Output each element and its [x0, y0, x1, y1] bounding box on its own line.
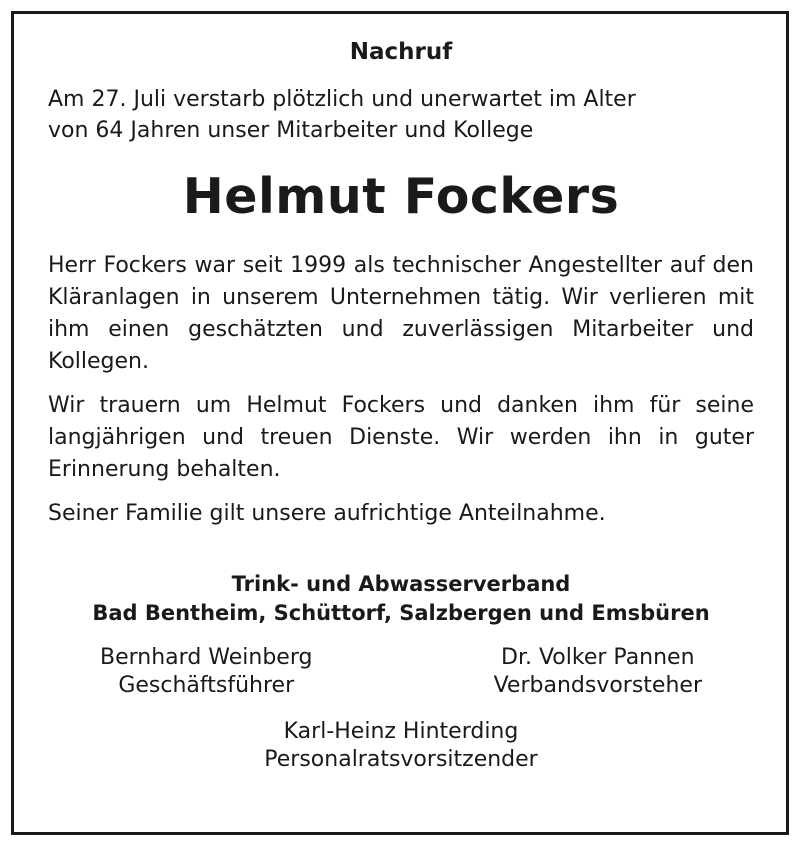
organization-line-1: Trink- und Abwasserverband	[231, 572, 571, 596]
signer-name: Karl-Heinz Hinterding	[283, 719, 519, 744]
signers-row	[48, 644, 754, 700]
intro-text	[48, 84, 754, 146]
signer-name: Dr. Volker Pannen	[501, 645, 695, 670]
signer-name: Bernhard Weinberg	[100, 645, 313, 670]
signer-role: Geschäftsführer	[118, 673, 295, 698]
signer-role: Personalratsvorsitzender	[264, 747, 538, 772]
signer-role: Verbandsvorsteher	[493, 673, 702, 698]
deceased-name: Helmut Fockers	[182, 168, 620, 225]
intro-line-2: von 64 Jahren unser Mitarbeiter und Kollege	[48, 118, 534, 143]
organization-name	[48, 570, 754, 628]
obituary-notice	[48, 38, 754, 774]
paragraph-condolence: Seiner Familie gilt unsere aufrichtige Anteilnahme.	[48, 501, 606, 526]
intro-line-1: Am 27. Juli verstarb plötzlich und unerwartet im Alter	[48, 87, 636, 112]
signer-association-chair	[494, 644, 702, 700]
signer-staff-council-chair	[48, 718, 754, 774]
paragraph-career: Herr Fockers war seit 1999 als technischer Angestellter auf den Kläranlagen in unserem Unternehmen tätig. Wir verlieren mit ihm einen geschätzten und zuverlässigen Mitarbeiter und Kollegen.	[48, 253, 754, 374]
notice-title: Nachruf	[349, 39, 453, 65]
paragraph-gratitude: Wir trauern um Helmut Fockers und danken ihm für seine langjährigen und treuen Dienste. Wir werden ihn in guter Erinnerung behalten.	[48, 393, 754, 482]
signer-managing-director	[100, 644, 312, 700]
organization-line-2: Bad Bentheim, Schüttorf, Salzbergen und Emsbüren	[92, 601, 710, 625]
